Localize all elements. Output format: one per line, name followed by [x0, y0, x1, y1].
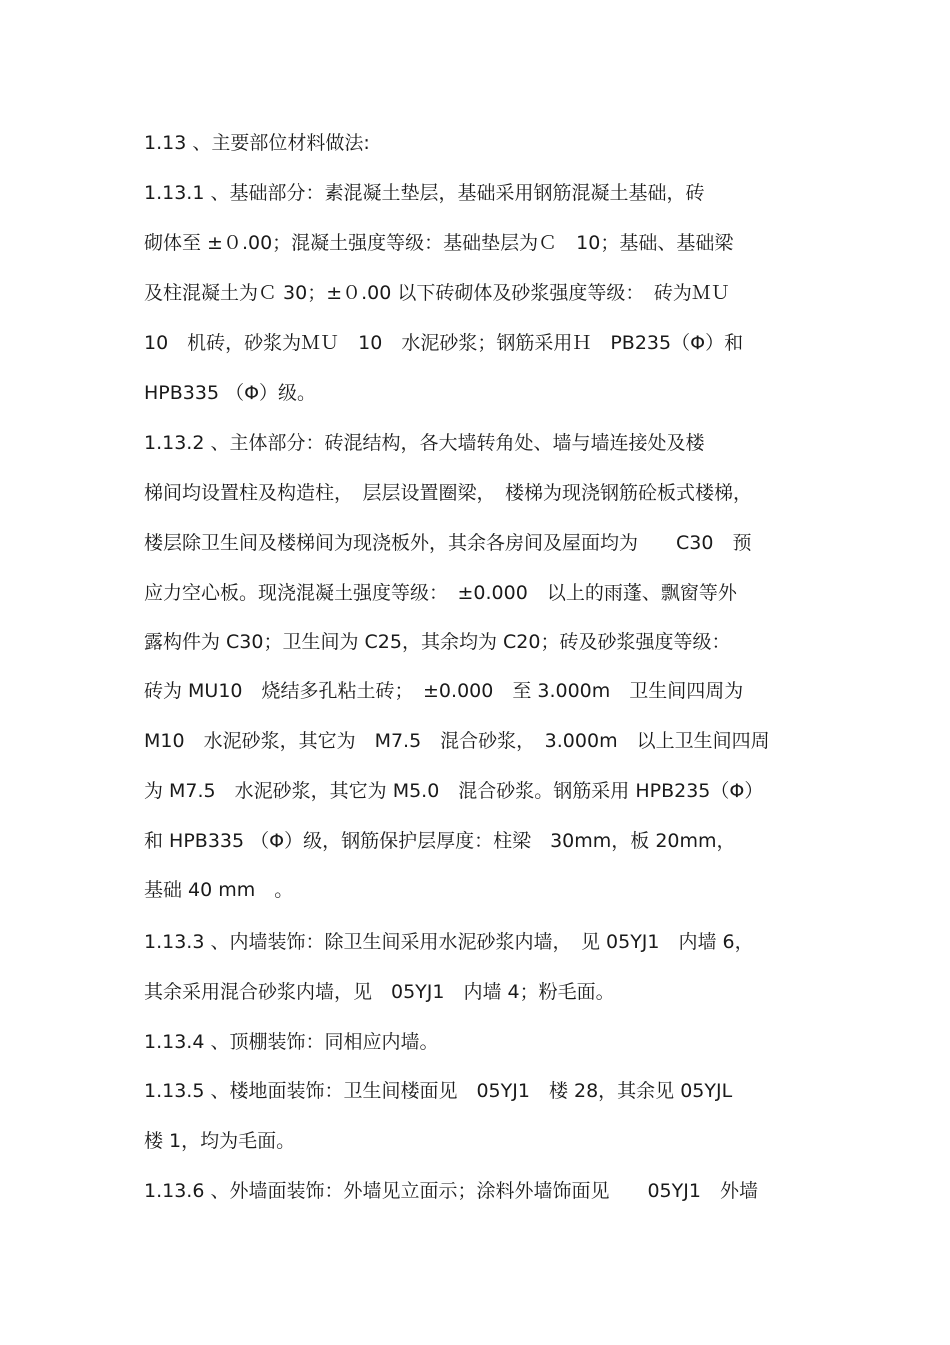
paragraph-1-13-2-line-8: 为 M7.5 水泥砂浆，其它为 M5.0 混合砂浆。钢筋采用 HPB235（Φ） [144, 780, 764, 802]
paragraph-1-13-2-line-5: 露构件为 C30；卫生间为 C25，其余均为 C20；砖及砂浆强度等级： [144, 631, 731, 653]
paragraph-1-13-1-line-1: 1.13.1 、基础部分：素混凝土垫层，基础采用钢筋混凝土基础，砖 [144, 182, 705, 204]
paragraph-1-13-2-line-9: 和 HPB335 （Φ）级，钢筋保护层厚度：柱梁 30mm，板 20mm， [144, 830, 736, 852]
paragraph-1-13-2-line-6: 砖为 MU10 烧结多孔粘土砖； ±0.000 至 3.000m 卫生间四周为 [144, 680, 744, 702]
paragraph-1-13-1-line-2: 砌体至 ±０.00；混凝土强度等级：基础垫层为Ｃ 10；基础、基础梁 [144, 232, 734, 254]
paragraph-1-13-2-line-1: 1.13.2 、主体部分：砖混结构，各大墙转角处、墙与墙连接处及楼 [144, 432, 705, 454]
paragraph-1-13-1-line-4: 10 机砖，砂浆为ＭＵ 10 水泥砂浆；钢筋采用Ｈ PB235（Φ）和 [144, 332, 744, 354]
paragraph-1-13-5-line-1: 1.13.5 、楼地面装饰：卫生间楼面见 05YJ1 楼 28，其余见 05YJL [144, 1080, 733, 1102]
paragraph-1-13-2-line-3: 楼层除卫生间及楼梯间为现浇板外，其余各房间及屋面均为 C30 预 [144, 532, 752, 554]
paragraph-1-13-2-line-4: 应力空心板。现浇混凝土强度等级： ±0.000 以上的雨蓬、飘窗等外 [144, 582, 737, 604]
paragraph-1-13-2-line-10: 基础 40 mm 。 [144, 879, 294, 901]
paragraph-1-13-2-line-7: M10 水泥砂浆，其它为 M7.5 混合砂浆， 3.000m 以上卫生间四周 [144, 730, 770, 752]
paragraph-1-13-3-line-1: 1.13.3 、内墙装饰：除卫生间采用水泥砂浆内墙， 见 05YJ1 内墙 6， [144, 931, 754, 953]
paragraph-1-13-2-line-2: 梯间均设置柱及构造柱， 层层设置圈梁， 楼梯为现浇钢筋砼板式楼梯， [144, 482, 753, 504]
paragraph-1-13-3-line-2: 其余采用混合砂浆内墙，见 05YJ1 内墙 4；粉毛面。 [144, 981, 615, 1003]
paragraph-1-13-5-line-2: 楼 1，均为毛面。 [144, 1130, 296, 1152]
paragraph-1-13-1-line-5: HPB335 （Φ）级。 [144, 382, 317, 404]
paragraph-1-13-1-line-3: 及柱混凝土为Ｃ 30；±０.00 以下砖砌体及砂浆强度等级： 砖为ＭＵ [144, 282, 730, 304]
paragraph-1-13-6-line-1: 1.13.6 、外墙面装饰：外墙见立面示；涂料外墙饰面见 05YJ1 外墙 [144, 1180, 758, 1202]
paragraph-1-13-4: 1.13.4 、顶棚装饰：同相应内墙。 [144, 1031, 439, 1053]
section-heading-1-13: 1.13 、主要部位材料做法: [144, 132, 370, 154]
